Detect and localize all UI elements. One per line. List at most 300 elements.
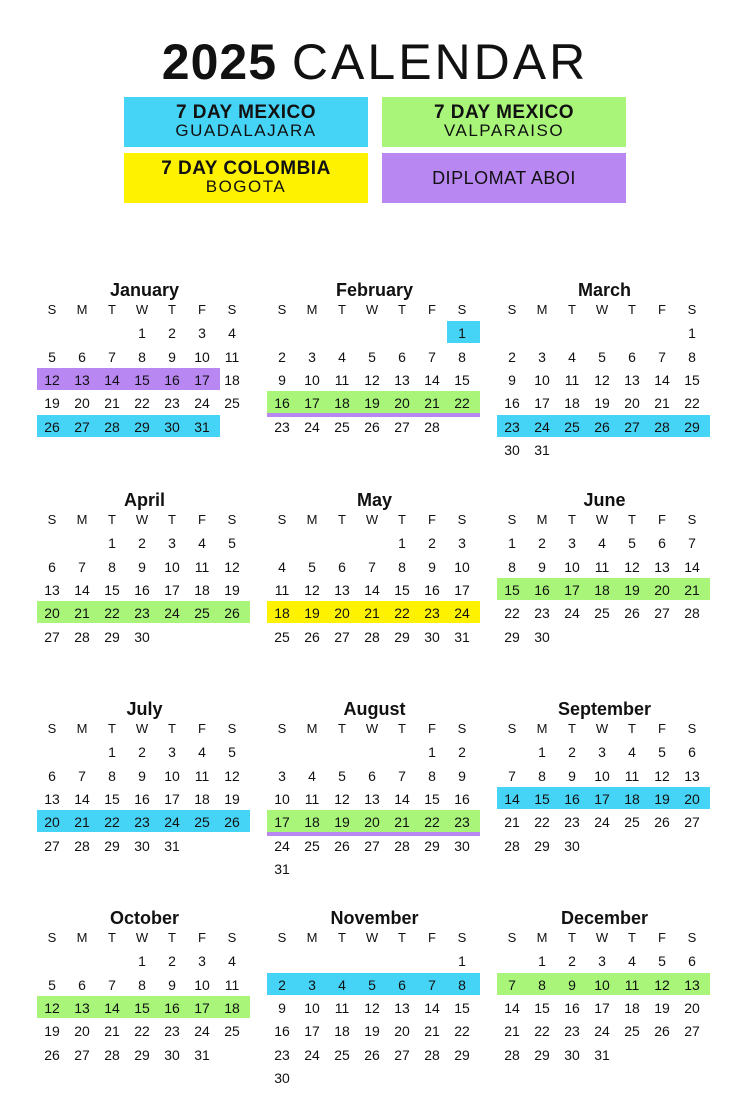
day-cell: 4 — [628, 744, 636, 761]
weekday-label: T — [338, 721, 346, 736]
day-cell: 21 — [74, 814, 90, 831]
day-cell: 22 — [424, 814, 440, 831]
day-cell: 19 — [594, 395, 610, 412]
day-cell: 12 — [594, 371, 610, 388]
day-cell: 17 — [164, 790, 180, 807]
day-cell: 18 — [334, 395, 350, 412]
day-cell: 9 — [138, 767, 146, 784]
day-cell: 8 — [138, 976, 146, 993]
day-cell: 4 — [308, 767, 316, 784]
day-cell: 6 — [398, 348, 406, 365]
weekday-label: W — [595, 721, 609, 736]
day-cell: 5 — [368, 976, 376, 993]
day-cell: 5 — [658, 744, 666, 761]
day-cell: 10 — [594, 767, 610, 784]
weekday-label: T — [108, 512, 116, 527]
day-cell: 28 — [394, 837, 410, 854]
weekday-label: T — [168, 721, 176, 736]
day-cell: 26 — [224, 814, 240, 831]
day-cell: 20 — [334, 605, 350, 622]
day-cell: 21 — [424, 395, 440, 412]
day-cell: 5 — [228, 744, 236, 761]
day-cell: 6 — [48, 558, 56, 575]
day-cell: 10 — [164, 767, 180, 784]
day-cell: 19 — [654, 999, 670, 1016]
weekday-label: W — [135, 302, 149, 317]
day-cell: 1 — [458, 325, 466, 342]
day-cell: 1 — [428, 744, 436, 761]
weekday-label: W — [135, 512, 149, 527]
weekday-label: W — [365, 721, 379, 736]
day-cell: 3 — [568, 535, 576, 552]
weekday-label: T — [628, 302, 636, 317]
day-cell: 27 — [44, 628, 60, 645]
day-cell: 4 — [198, 535, 206, 552]
day-cell: 23 — [274, 1046, 290, 1063]
day-cell: 15 — [454, 999, 470, 1016]
day-cell: 13 — [74, 999, 90, 1016]
day-cell: 19 — [334, 814, 350, 831]
title-year: 2025 — [161, 34, 278, 90]
day-cell: 13 — [44, 581, 60, 598]
day-cell: 2 — [168, 953, 176, 970]
day-cell: 7 — [688, 535, 696, 552]
day-cell: 28 — [74, 628, 90, 645]
weekday-label: S — [47, 302, 57, 317]
weekday-label: T — [628, 930, 636, 945]
day-cell: 7 — [398, 767, 406, 784]
weekday-label: M — [306, 721, 318, 736]
day-cell: 26 — [364, 418, 380, 435]
month-august — [267, 698, 482, 877]
day-cell: 30 — [164, 1046, 180, 1063]
day-cell: 27 — [364, 837, 380, 854]
day-cell: 1 — [108, 744, 116, 761]
day-cell: 26 — [594, 418, 610, 435]
day-cell: 29 — [454, 1046, 470, 1063]
day-cell: 28 — [364, 628, 380, 645]
weekday-label: W — [135, 721, 149, 736]
day-cell: 26 — [224, 605, 240, 622]
weekday-label: F — [658, 721, 666, 736]
day-cell: 11 — [194, 767, 210, 784]
day-cell: 30 — [134, 837, 150, 854]
weekday-label: F — [198, 302, 206, 317]
weekday-label: T — [338, 512, 346, 527]
day-cell: 17 — [274, 814, 290, 831]
day-cell: 15 — [394, 581, 410, 598]
day-cell: 8 — [458, 976, 466, 993]
day-cell: 23 — [134, 605, 150, 622]
day-cell: 27 — [624, 418, 640, 435]
day-cell: 23 — [534, 605, 550, 622]
weekday-label: S — [457, 930, 467, 945]
day-cell: 3 — [168, 744, 176, 761]
day-cell: 10 — [454, 558, 470, 575]
weekday-label: M — [536, 302, 548, 317]
day-cell: 25 — [334, 418, 350, 435]
weekday-label: M — [76, 512, 88, 527]
weekday-label: M — [76, 302, 88, 317]
weekday-label: T — [398, 512, 406, 527]
day-cell: 4 — [568, 348, 576, 365]
day-cell: 29 — [684, 418, 700, 435]
day-cell: 3 — [598, 744, 606, 761]
day-cell: 6 — [338, 558, 346, 575]
weekday-label: S — [687, 721, 697, 736]
day-cell: 4 — [228, 953, 236, 970]
day-cell: 20 — [654, 581, 670, 598]
weekday-label: F — [658, 930, 666, 945]
day-cell: 27 — [334, 628, 350, 645]
day-cell: 18 — [564, 395, 580, 412]
day-cell: 11 — [624, 767, 640, 784]
day-cell: 1 — [508, 535, 516, 552]
day-cell: 8 — [138, 348, 146, 365]
weekday-label: S — [47, 512, 57, 527]
day-cell: 30 — [424, 628, 440, 645]
day-cell: 15 — [424, 790, 440, 807]
day-cell: 21 — [364, 605, 380, 622]
day-cell: 13 — [684, 767, 700, 784]
day-cell: 24 — [274, 837, 290, 854]
day-cell: 4 — [198, 744, 206, 761]
day-cell: 7 — [108, 976, 116, 993]
day-cell: 14 — [364, 581, 380, 598]
day-cell: 15 — [104, 790, 120, 807]
day-cell: 13 — [334, 581, 350, 598]
weekday-label: W — [365, 930, 379, 945]
weekday-label: F — [428, 302, 436, 317]
day-cell: 16 — [564, 999, 580, 1016]
day-cell: 23 — [274, 418, 290, 435]
day-cell: 15 — [134, 371, 150, 388]
day-cell: 31 — [194, 418, 210, 435]
day-cell: 3 — [308, 976, 316, 993]
month-name: April — [123, 490, 165, 510]
day-cell: 28 — [654, 418, 670, 435]
weekday-label: T — [108, 930, 116, 945]
day-cell: 8 — [458, 348, 466, 365]
day-cell: 29 — [504, 628, 520, 645]
legend-diplomat-aboi — [382, 153, 626, 203]
day-cell: 5 — [308, 558, 316, 575]
weekday-label: S — [277, 512, 287, 527]
day-cell: 12 — [224, 558, 240, 575]
month-may — [267, 489, 482, 645]
weekday-label: T — [398, 302, 406, 317]
day-cell: 18 — [624, 790, 640, 807]
day-cell: 26 — [304, 628, 320, 645]
day-cell: 4 — [228, 325, 236, 342]
day-cell: 31 — [194, 1046, 210, 1063]
day-cell: 17 — [534, 395, 550, 412]
day-cell: 15 — [454, 371, 470, 388]
day-cell: 6 — [658, 535, 666, 552]
day-cell: 17 — [164, 581, 180, 598]
day-cell: 14 — [504, 999, 520, 1016]
weekday-label: T — [568, 512, 576, 527]
day-cell: 3 — [168, 535, 176, 552]
legend-line2: VALPARAISO — [443, 121, 565, 140]
day-cell: 7 — [508, 767, 516, 784]
month-name: June — [583, 490, 626, 510]
day-cell: 1 — [688, 325, 696, 342]
day-cell: 5 — [338, 767, 346, 784]
day-cell: 16 — [274, 395, 290, 412]
day-cell: 2 — [278, 976, 286, 993]
month-name: August — [343, 699, 406, 719]
weekday-label: M — [536, 930, 548, 945]
legend-line1: DIPLOMAT ABOI — [432, 168, 576, 188]
weekday-label: T — [628, 512, 636, 527]
weekday-label: F — [428, 721, 436, 736]
day-cell: 13 — [684, 976, 700, 993]
weekday-label: S — [507, 721, 517, 736]
day-cell: 6 — [688, 953, 696, 970]
day-cell: 7 — [368, 558, 376, 575]
weekday-label: S — [507, 930, 517, 945]
day-cell: 12 — [364, 371, 380, 388]
day-cell: 17 — [564, 581, 580, 598]
day-cell: 21 — [104, 1023, 120, 1040]
day-cell: 3 — [538, 348, 546, 365]
weekday-label: S — [507, 512, 517, 527]
weekday-label: F — [198, 721, 206, 736]
day-cell: 10 — [274, 790, 290, 807]
day-cell: 20 — [364, 814, 380, 831]
day-cell: 23 — [164, 395, 180, 412]
day-cell: 8 — [398, 558, 406, 575]
legend-bogota — [124, 153, 368, 203]
weekday-label: S — [227, 721, 237, 736]
day-cell: 3 — [598, 953, 606, 970]
weekday-label: W — [595, 512, 609, 527]
month-january — [37, 279, 252, 435]
day-cell: 8 — [688, 348, 696, 365]
day-cell: 2 — [538, 535, 546, 552]
day-cell: 24 — [194, 395, 210, 412]
day-cell: 9 — [168, 976, 176, 993]
day-cell: 30 — [564, 1046, 580, 1063]
day-cell: 9 — [568, 976, 576, 993]
day-cell: 7 — [428, 348, 436, 365]
day-cell: 10 — [564, 558, 580, 575]
day-cell: 11 — [194, 558, 210, 575]
day-cell: 31 — [594, 1046, 610, 1063]
day-cell: 9 — [458, 767, 466, 784]
day-cell: 16 — [534, 581, 550, 598]
day-cell: 14 — [74, 790, 90, 807]
day-cell: 21 — [684, 581, 700, 598]
day-cell: 26 — [334, 837, 350, 854]
day-cell: 27 — [684, 814, 700, 831]
day-cell: 17 — [304, 1023, 320, 1040]
day-cell: 31 — [274, 860, 290, 877]
day-cell: 13 — [44, 790, 60, 807]
day-cell: 29 — [134, 418, 150, 435]
day-cell: 2 — [138, 535, 146, 552]
day-cell: 24 — [564, 605, 580, 622]
day-cell: 13 — [654, 558, 670, 575]
day-cell: 15 — [104, 581, 120, 598]
day-cell: 13 — [394, 371, 410, 388]
day-cell: 4 — [628, 953, 636, 970]
day-cell: 21 — [654, 395, 670, 412]
day-cell: 28 — [104, 418, 120, 435]
day-cell: 26 — [44, 418, 60, 435]
day-cell: 19 — [224, 790, 240, 807]
day-cell: 29 — [104, 837, 120, 854]
day-cell: 10 — [164, 558, 180, 575]
day-cell: 19 — [364, 395, 380, 412]
weekday-label: W — [365, 302, 379, 317]
day-cell: 22 — [134, 1023, 150, 1040]
day-cell: 14 — [74, 581, 90, 598]
day-cell: 7 — [78, 558, 86, 575]
day-cell: 19 — [304, 605, 320, 622]
weekday-label: S — [687, 302, 697, 317]
day-cell: 18 — [594, 581, 610, 598]
day-cell: 24 — [534, 418, 550, 435]
weekday-label: S — [47, 930, 57, 945]
day-cell: 9 — [138, 558, 146, 575]
day-cell: 12 — [224, 767, 240, 784]
day-cell: 12 — [364, 999, 380, 1016]
legend-line1: 7 DAY COLOMBIA — [161, 158, 331, 179]
day-cell: 3 — [458, 535, 466, 552]
day-cell: 21 — [74, 605, 90, 622]
weekday-label: W — [595, 302, 609, 317]
day-cell: 22 — [454, 395, 470, 412]
day-cell: 11 — [334, 371, 350, 388]
day-cell: 6 — [48, 767, 56, 784]
weekday-label: M — [76, 721, 88, 736]
day-cell: 16 — [164, 999, 180, 1016]
weekday-label: F — [198, 512, 206, 527]
day-cell: 25 — [304, 837, 320, 854]
day-cell: 24 — [164, 605, 180, 622]
day-cell: 21 — [424, 1023, 440, 1040]
day-cell: 8 — [538, 767, 546, 784]
day-cell: 20 — [624, 395, 640, 412]
day-cell: 12 — [44, 999, 60, 1016]
day-cell: 25 — [194, 605, 210, 622]
day-cell: 23 — [504, 418, 520, 435]
day-cell: 5 — [48, 976, 56, 993]
day-cell: 11 — [274, 581, 290, 598]
day-cell: 17 — [194, 371, 210, 388]
day-cell: 26 — [44, 1046, 60, 1063]
day-cell: 30 — [134, 628, 150, 645]
day-cell: 10 — [194, 976, 210, 993]
day-cell: 4 — [278, 558, 286, 575]
day-cell: 7 — [508, 976, 516, 993]
day-cell: 4 — [338, 976, 346, 993]
day-cell: 12 — [44, 371, 60, 388]
month-name: January — [109, 280, 180, 300]
day-cell: 25 — [624, 1023, 640, 1040]
day-cell: 24 — [594, 1023, 610, 1040]
month-name: March — [577, 280, 631, 300]
day-cell: 8 — [508, 558, 516, 575]
day-cell: 17 — [304, 395, 320, 412]
weekday-label: T — [338, 302, 346, 317]
day-cell: 18 — [224, 999, 240, 1016]
day-cell: 25 — [624, 814, 640, 831]
day-cell: 13 — [624, 371, 640, 388]
day-cell: 29 — [534, 837, 550, 854]
day-cell: 16 — [134, 790, 150, 807]
day-cell: 19 — [224, 581, 240, 598]
day-cell: 27 — [44, 837, 60, 854]
day-cell: 2 — [278, 348, 286, 365]
day-cell: 10 — [194, 348, 210, 365]
day-cell: 13 — [364, 790, 380, 807]
day-cell: 23 — [454, 814, 470, 831]
day-cell: 14 — [104, 371, 120, 388]
day-cell: 24 — [164, 814, 180, 831]
day-cell: 20 — [684, 790, 700, 807]
day-cell: 16 — [564, 790, 580, 807]
month-name: November — [330, 908, 419, 928]
day-cell: 8 — [108, 767, 116, 784]
day-cell: 22 — [394, 605, 410, 622]
day-cell: 18 — [304, 814, 320, 831]
day-cell: 18 — [194, 581, 210, 598]
day-cell: 12 — [654, 767, 670, 784]
day-cell: 12 — [334, 790, 350, 807]
day-cell: 23 — [564, 814, 580, 831]
day-cell: 6 — [628, 348, 636, 365]
day-cell: 11 — [224, 348, 240, 365]
weekday-label: S — [277, 721, 287, 736]
day-cell: 2 — [168, 325, 176, 342]
day-cell: 30 — [454, 837, 470, 854]
day-cell: 28 — [104, 1046, 120, 1063]
day-cell: 15 — [684, 371, 700, 388]
legend-line2: BOGOTA — [205, 177, 287, 196]
day-cell: 10 — [594, 976, 610, 993]
day-cell: 25 — [334, 1046, 350, 1063]
weekday-label: F — [658, 512, 666, 527]
day-cell: 29 — [134, 1046, 150, 1063]
weekday-label: T — [568, 930, 576, 945]
weekday-label: F — [198, 930, 206, 945]
day-cell: 28 — [504, 1046, 520, 1063]
weekday-label: T — [398, 721, 406, 736]
day-cell: 13 — [74, 371, 90, 388]
day-cell: 11 — [594, 558, 610, 575]
day-cell: 6 — [368, 767, 376, 784]
day-cell: 2 — [458, 744, 466, 761]
day-cell: 24 — [594, 814, 610, 831]
day-cell: 13 — [394, 999, 410, 1016]
day-cell: 1 — [538, 953, 546, 970]
weekday-label: T — [568, 302, 576, 317]
day-cell: 30 — [504, 441, 520, 458]
month-february — [267, 279, 482, 435]
day-cell: 2 — [568, 953, 576, 970]
day-cell: 19 — [44, 395, 60, 412]
day-cell: 7 — [108, 348, 116, 365]
day-cell: 30 — [274, 1069, 290, 1086]
month-march — [497, 279, 712, 458]
weekday-label: T — [628, 721, 636, 736]
day-cell: 5 — [658, 953, 666, 970]
day-cell: 7 — [428, 976, 436, 993]
month-name: October — [109, 908, 179, 928]
